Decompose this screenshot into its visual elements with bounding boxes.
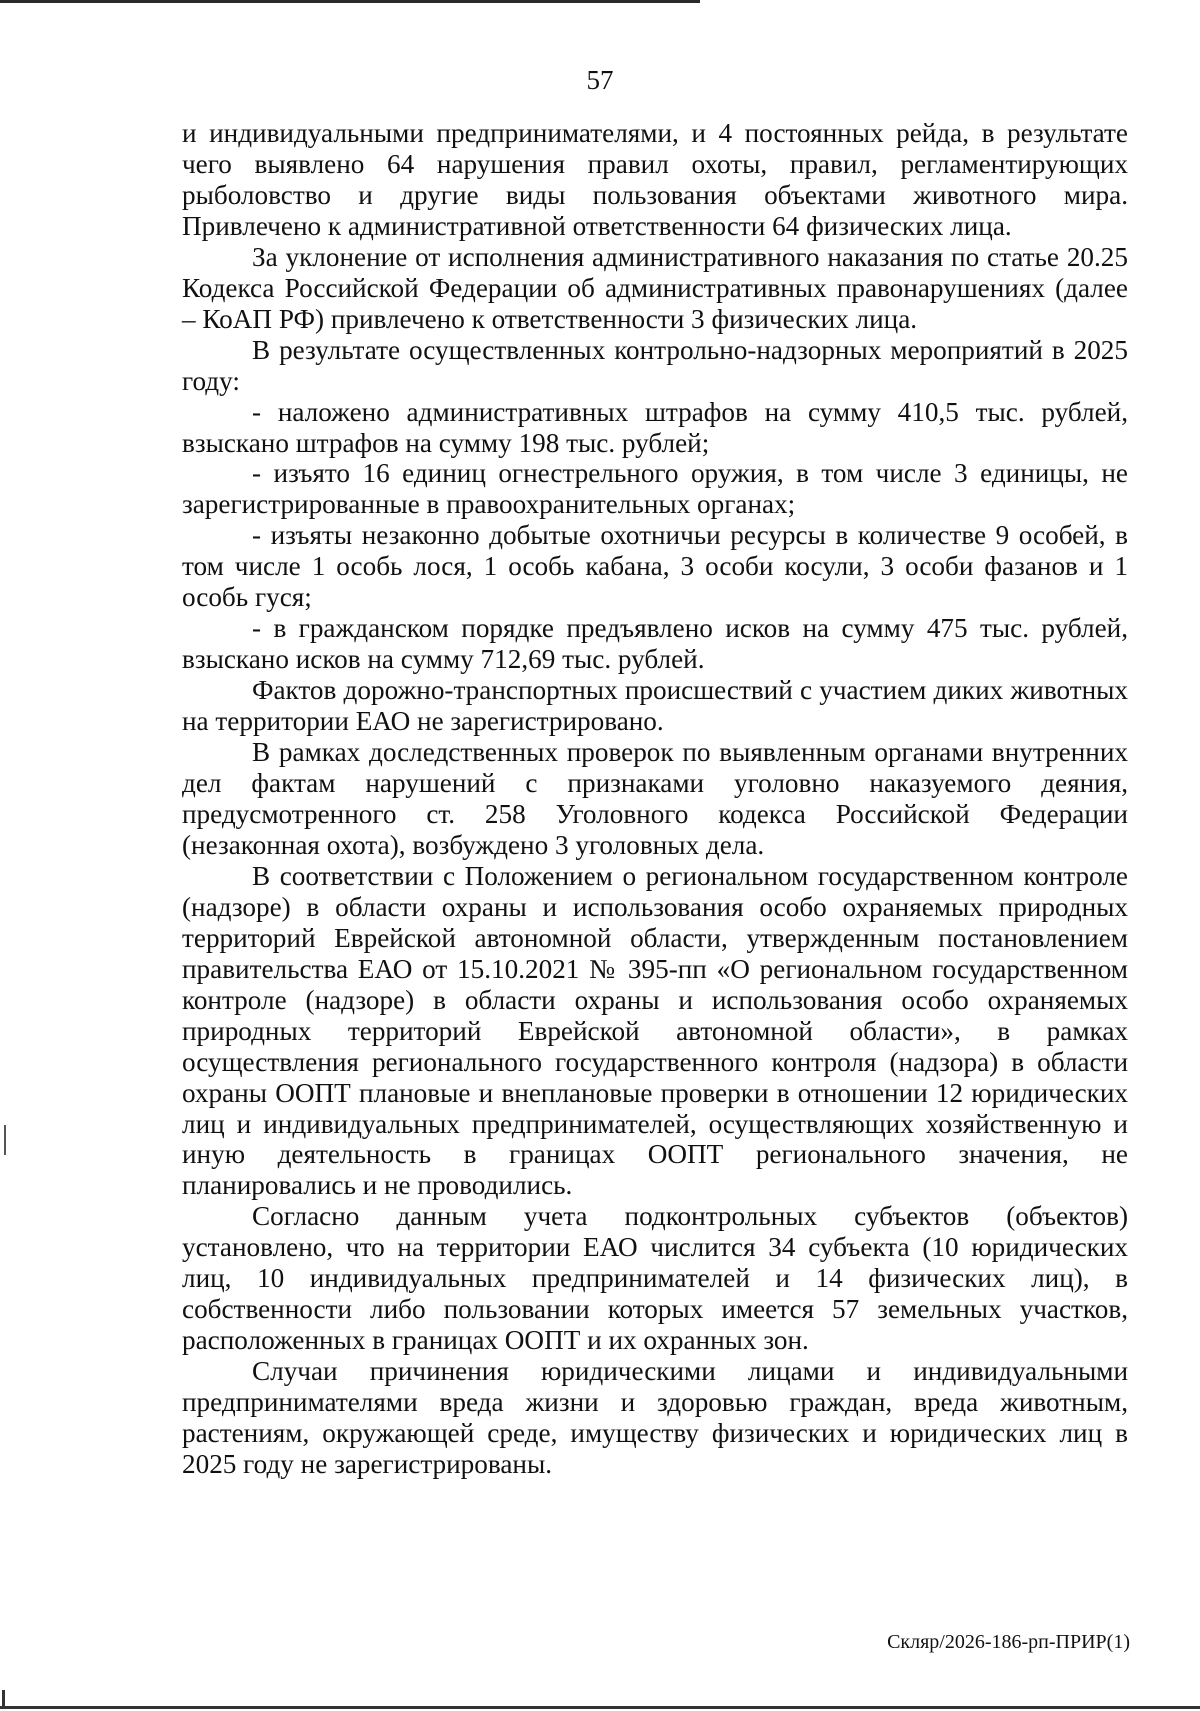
list-item-fines: - наложено административных штрафов на сумму 410,5 тыс. рублей, взыскано штрафов на сумму 198 тыс. рублей; bbox=[182, 396, 1128, 458]
list-item-game-resources: - изъяты незаконно добытые охотничьи ресурсы в количестве 9 особей, в том числе 1 особь лося, 1 особь кабана, 3 особи косули, 3 особи фазанов и 1 особь гуся; bbox=[182, 520, 1128, 613]
paragraph-protected-areas-control: В соответствии с Положением о региональном государственном контроле (надзоре) в области охраны и использования особо охраняемых природных территорий Еврейской автономной области, утвержденным постановлением правительства ЕАО от 15.10.2021 № 395-пп «О региональном государственном контроле (надзоре) в области охраны и использования особо охраняемых природных территорий Еврейской автономной области», в рамках осуществления регионального государственного контроля (надзора) в области охраны ООПТ плановые и внеплановые проверки в отношении 12 юридических лиц и индивидуальных предпринимателей, осуществляющих хозяйственную и иную деятельность в границах ООПТ регионального значения, не планировались и не проводились. bbox=[182, 860, 1128, 1201]
list-item-weapons: - изъято 16 единиц огнестрельного оружия, в том числе 3 единицы, не зарегистрированные в правоохранительных органах; bbox=[182, 458, 1128, 520]
paragraph-continuation: и индивидуальными предпринимателями, и 4 постоянных рейда, в результате чего выявлено 64 нарушения правил охоты, правил, регламентирующих рыболовство и другие виды пользования объектами животного мира. Привлечено к административной ответственности 64 физических лица. bbox=[182, 118, 1128, 241]
scan-edge-bottom bbox=[0, 1706, 1200, 1709]
document-registration-code: Скляр/2026-186-рп-ПРИР(1) bbox=[887, 1631, 1130, 1653]
paragraph-harm-cases: Случаи причинения юридическими лицами и индивидуальными предпринимателями вреда жизни и здоровью граждан, вреда животным, растениям, окружающей среде, имуществу физических и юридических лиц в 2025 году не зарегистрированы. bbox=[182, 1356, 1128, 1479]
paragraph-criminal-cases: В рамках доследственных проверок по выявленным органами внутренних дел фактам нарушений с признаками уголовно наказуемого деяния, предусмотренного ст. 258 Уголовного кодекса Российской Федерации (незаконная охота), возбуждено 3 уголовных дела. bbox=[182, 737, 1128, 860]
page-number: 57 bbox=[586, 65, 614, 95]
list-item-civil-claims: - в гражданском порядке предъявлено исков на сумму 475 тыс. рублей, взыскано исков на сумму 712,69 тыс. рублей. bbox=[182, 613, 1128, 675]
paragraph-results-intro: В результате осуществленных контрольно-надзорных мероприятий в 2025 году: bbox=[182, 334, 1128, 396]
paragraph-traffic-accidents: Фактов дорожно-транспортных происшествий с участием диких животных на территории ЕАО не зарегистрировано. bbox=[182, 675, 1128, 737]
paragraph-evasion: За уклонение от исполнения административного наказания по статье 20.25 Кодекса Российской Федерации об административных правонарушениях (далее – КоАП РФ) привлечено к ответственности 3 физических лица. bbox=[182, 241, 1128, 334]
scan-edge-top bbox=[0, 0, 700, 3]
paragraph-controlled-subjects: Согласно данным учета подконтрольных субъектов (объектов) установлено, что на территории ЕАО числится 34 субъекта (10 юридических лиц, 10 индивидуальных предпринимателей и 14 физических лиц), в собственности либо пользовании которых имеется 57 земельных участков, расположенных в границах ООПТ и их охранных зон. bbox=[182, 1201, 1128, 1356]
document-body bbox=[182, 118, 1128, 1480]
scan-mark-left bbox=[4, 1125, 6, 1155]
